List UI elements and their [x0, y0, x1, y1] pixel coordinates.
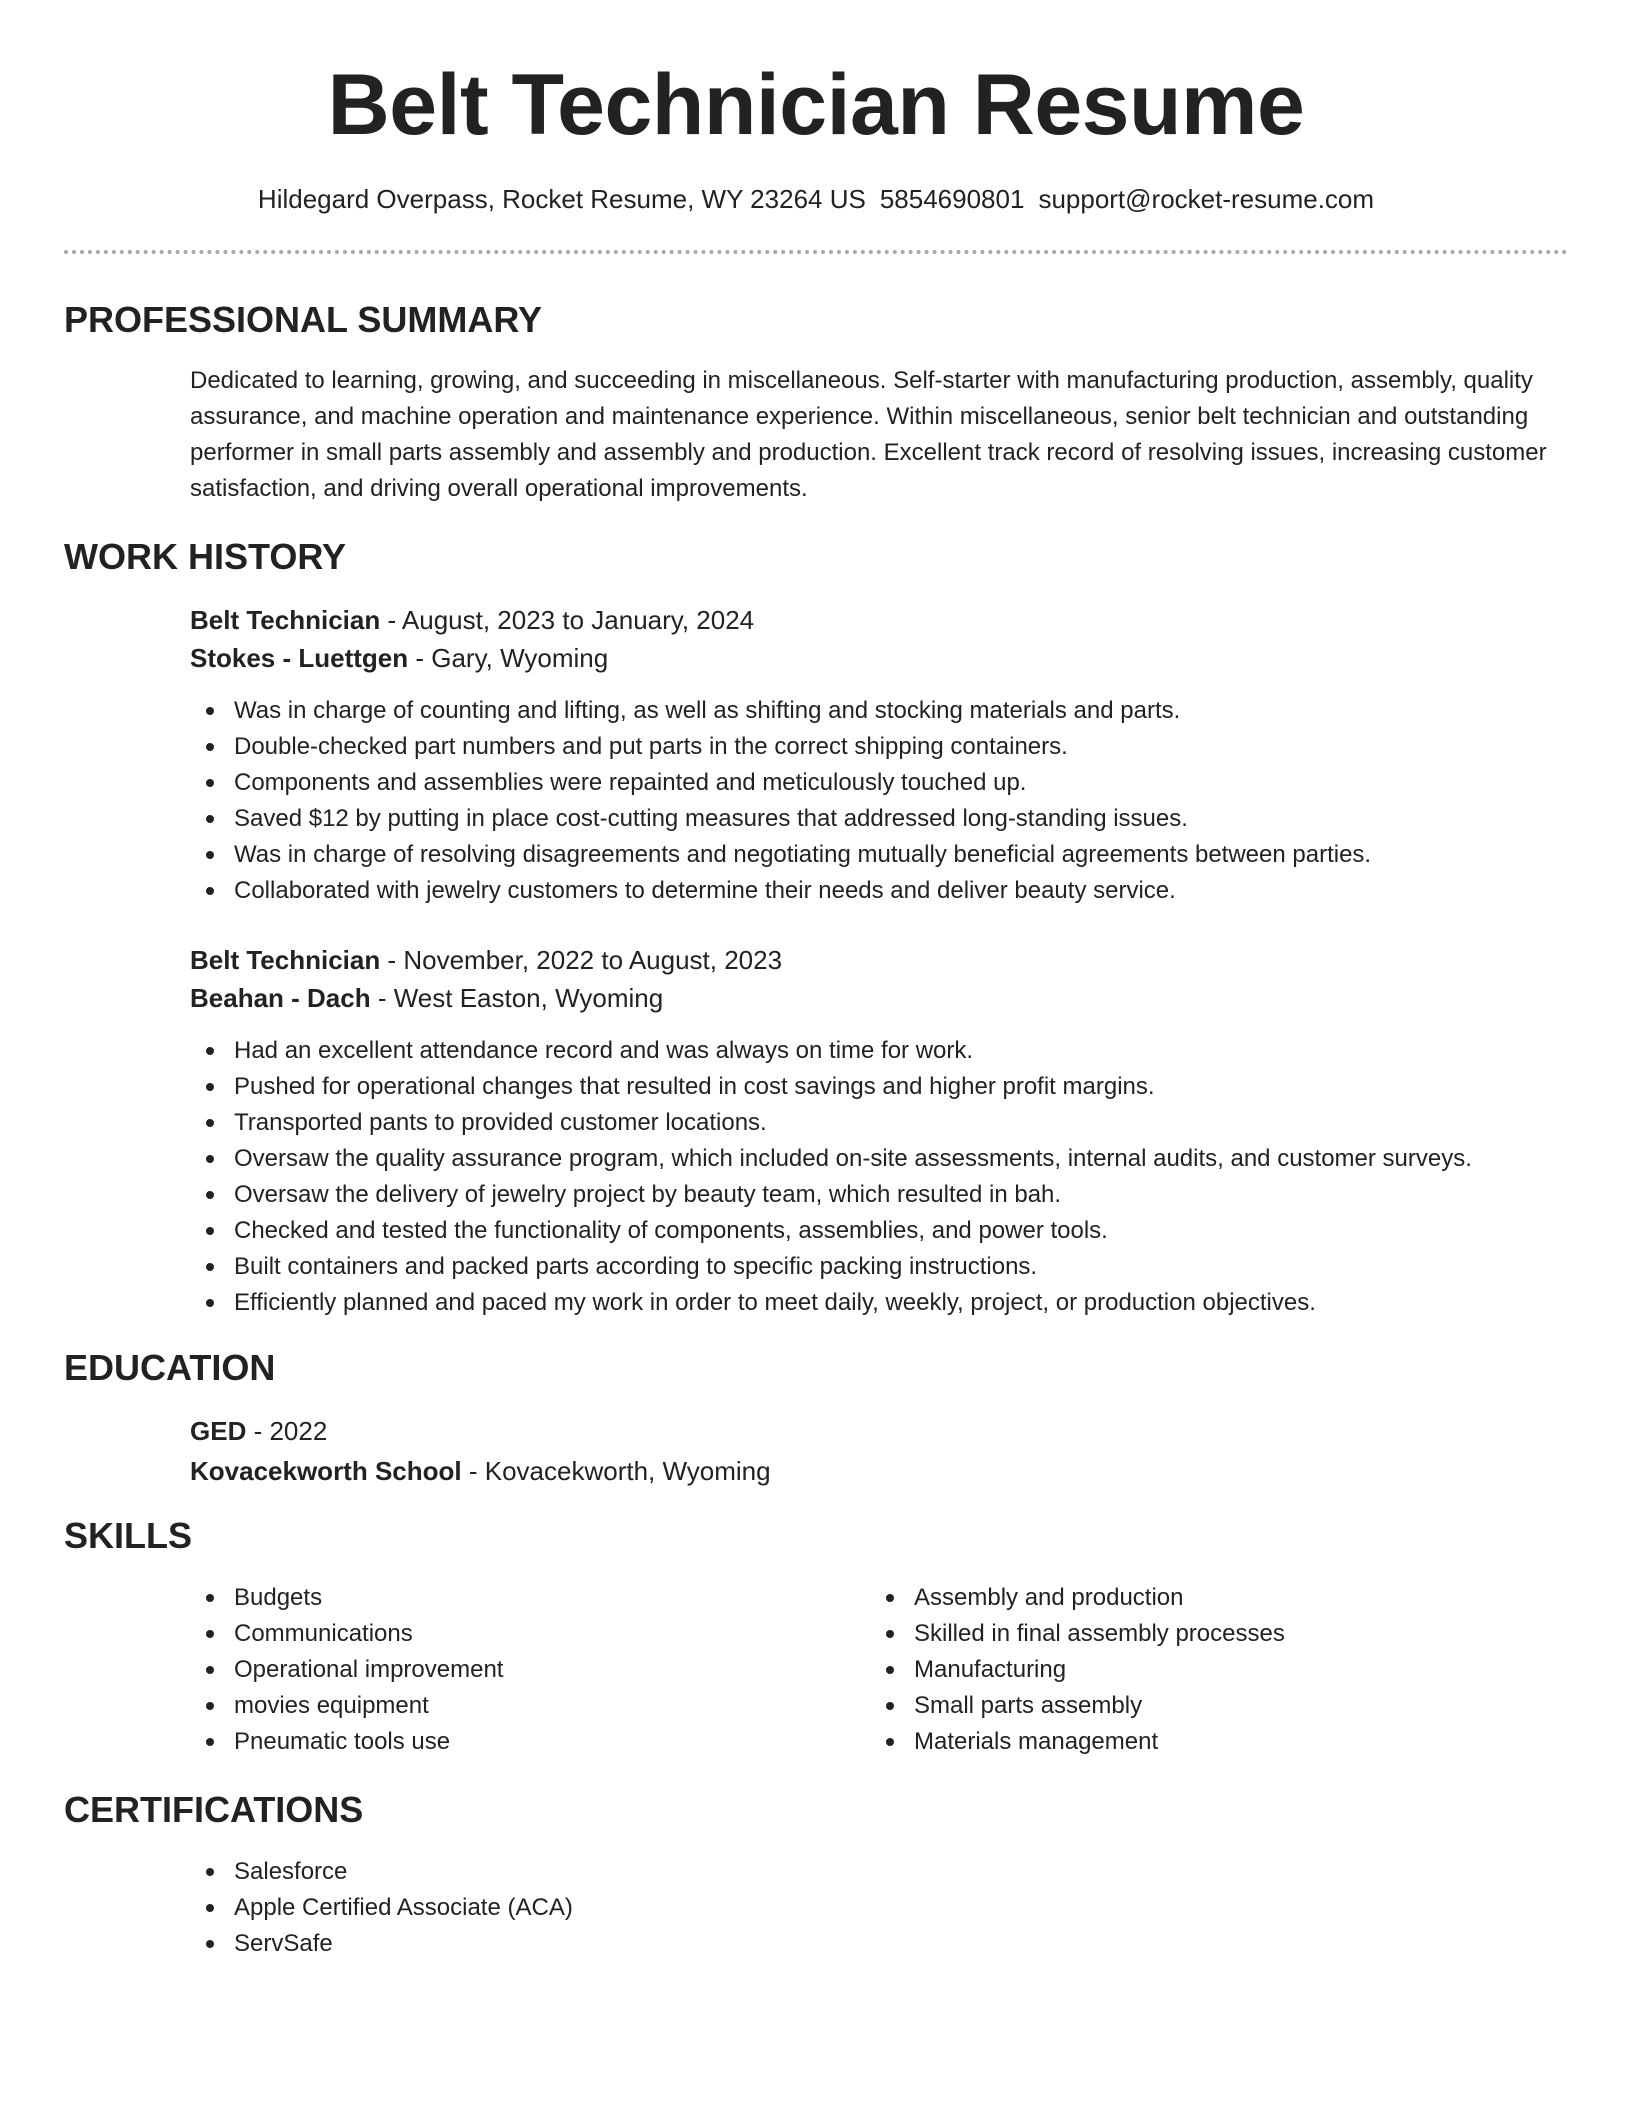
skill-item: Communications	[190, 1616, 870, 1652]
skills-column-right	[870, 1580, 1550, 1760]
education-entry	[190, 1412, 1550, 1490]
skill-item: Pneumatic tools use	[190, 1724, 870, 1760]
job-company: Stokes - Luettgen	[190, 643, 409, 673]
job-bullet: Built containers and packed parts according to specific packing instructions.	[190, 1249, 1550, 1285]
job-bullet: Double-checked part numbers and put parts in the correct shipping containers.	[190, 729, 1550, 765]
work-history-heading: WORK HISTORY	[64, 536, 347, 577]
job-entry	[190, 941, 1550, 1321]
certification-item: Salesforce	[190, 1854, 1550, 1890]
job-bullet: Pushed for operational changes that resulted in cost savings and higher profit margins.	[190, 1069, 1550, 1105]
skills-section	[190, 1580, 1550, 1760]
skill-item: Assembly and production	[870, 1580, 1550, 1616]
certification-item: ServSafe	[190, 1926, 1550, 1962]
degree: GED	[190, 1416, 247, 1446]
summary-heading: PROFESSIONAL SUMMARY	[64, 299, 543, 340]
job-entry	[190, 601, 1550, 909]
summary-text: Dedicated to learning, growing, and succeeding in miscellaneous. Self-starter with manufacturing production, assembly, quality assurance, and machine operation and maintenance experience. Within miscellaneous, senior belt technician and outstanding performer in small parts assembly and assembly and production. Excellent track record of resolving issues, increasing customer satisfaction, and driving overall operational improvements.	[190, 367, 1547, 502]
job-bullet: Checked and tested the functionality of components, assemblies, and power tools.	[190, 1213, 1550, 1249]
job-dates: - November, 2022 to August, 2023	[380, 945, 783, 975]
education-heading: EDUCATION	[64, 1347, 276, 1388]
job-bullet: Oversaw the quality assurance program, which included on-site assessments, internal audits, and customer surveys.	[190, 1141, 1550, 1177]
job-location: - West Easton, Wyoming	[370, 983, 664, 1013]
job-role: Belt Technician	[190, 605, 381, 635]
school-line	[190, 1452, 1550, 1490]
contact-phone: 5854690801	[879, 184, 1025, 214]
resume-header	[64, 50, 1568, 216]
skill-item: Skilled in final assembly processes	[870, 1616, 1550, 1652]
resume-title: Belt Technician Resume	[327, 57, 1305, 153]
job-company-line	[190, 979, 1550, 1017]
job-bullet: Transported pants to provided customer locations.	[190, 1105, 1550, 1141]
header-divider	[64, 250, 1568, 254]
job-bullet: Components and assemblies were repainted and meticulously touched up.	[190, 765, 1550, 801]
job-title-line	[190, 941, 1550, 979]
certifications-heading: CERTIFICATIONS	[64, 1789, 364, 1830]
contact-line	[64, 182, 1568, 216]
skill-item: Budgets	[190, 1580, 870, 1616]
job-dates: - August, 2023 to January, 2024	[380, 605, 755, 635]
degree-line	[190, 1412, 1550, 1450]
certifications-section	[190, 1854, 1550, 1962]
school-location: - Kovacekworth, Wyoming	[461, 1456, 771, 1486]
certification-item: Apple Certified Associate (ACA)	[190, 1890, 1550, 1926]
skill-item: Materials management	[870, 1724, 1550, 1760]
job-bullet: Was in charge of counting and lifting, as well as shifting and stocking materials and parts.	[190, 693, 1550, 729]
job-location: - Gary, Wyoming	[408, 643, 609, 673]
job-bullet: Had an excellent attendance record and was always on time for work.	[190, 1033, 1550, 1069]
job-company: Beahan - Dach	[190, 983, 371, 1013]
skills-column-left	[190, 1580, 870, 1760]
contact-email: support@rocket-resume.com	[1038, 184, 1375, 214]
job-bullet: Was in charge of resolving disagreements and negotiating mutually beneficial agreements between parties.	[190, 837, 1550, 873]
job-bullets	[190, 693, 1550, 909]
skill-item: Manufacturing	[870, 1652, 1550, 1688]
job-bullet: Oversaw the delivery of jewelry project by beauty team, which resulted in bah.	[190, 1177, 1550, 1213]
degree-year: - 2022	[246, 1416, 328, 1446]
job-title-line	[190, 601, 1550, 639]
job-company-line	[190, 639, 1550, 677]
skills-heading: SKILLS	[64, 1515, 193, 1556]
job-bullets	[190, 1033, 1550, 1321]
skills-grid	[190, 1580, 1550, 1760]
job-bullet: Saved $12 by putting in place cost-cutting measures that addressed long-standing issues.	[190, 801, 1550, 837]
job-bullet: Collaborated with jewelry customers to determine their needs and deliver beauty service.	[190, 873, 1550, 909]
summary-section	[190, 363, 1550, 507]
skill-item: Operational improvement	[190, 1652, 870, 1688]
school-name: Kovacekworth School	[190, 1456, 462, 1486]
job-role: Belt Technician	[190, 945, 381, 975]
contact-address: Hildegard Overpass, Rocket Resume, WY 23264 US	[257, 184, 866, 214]
skill-item: Small parts assembly	[870, 1688, 1550, 1724]
job-bullet: Efficiently planned and paced my work in order to meet daily, weekly, project, or production objectives.	[190, 1285, 1550, 1321]
certifications-list	[190, 1854, 1550, 1962]
skill-item: movies equipment	[190, 1688, 870, 1724]
